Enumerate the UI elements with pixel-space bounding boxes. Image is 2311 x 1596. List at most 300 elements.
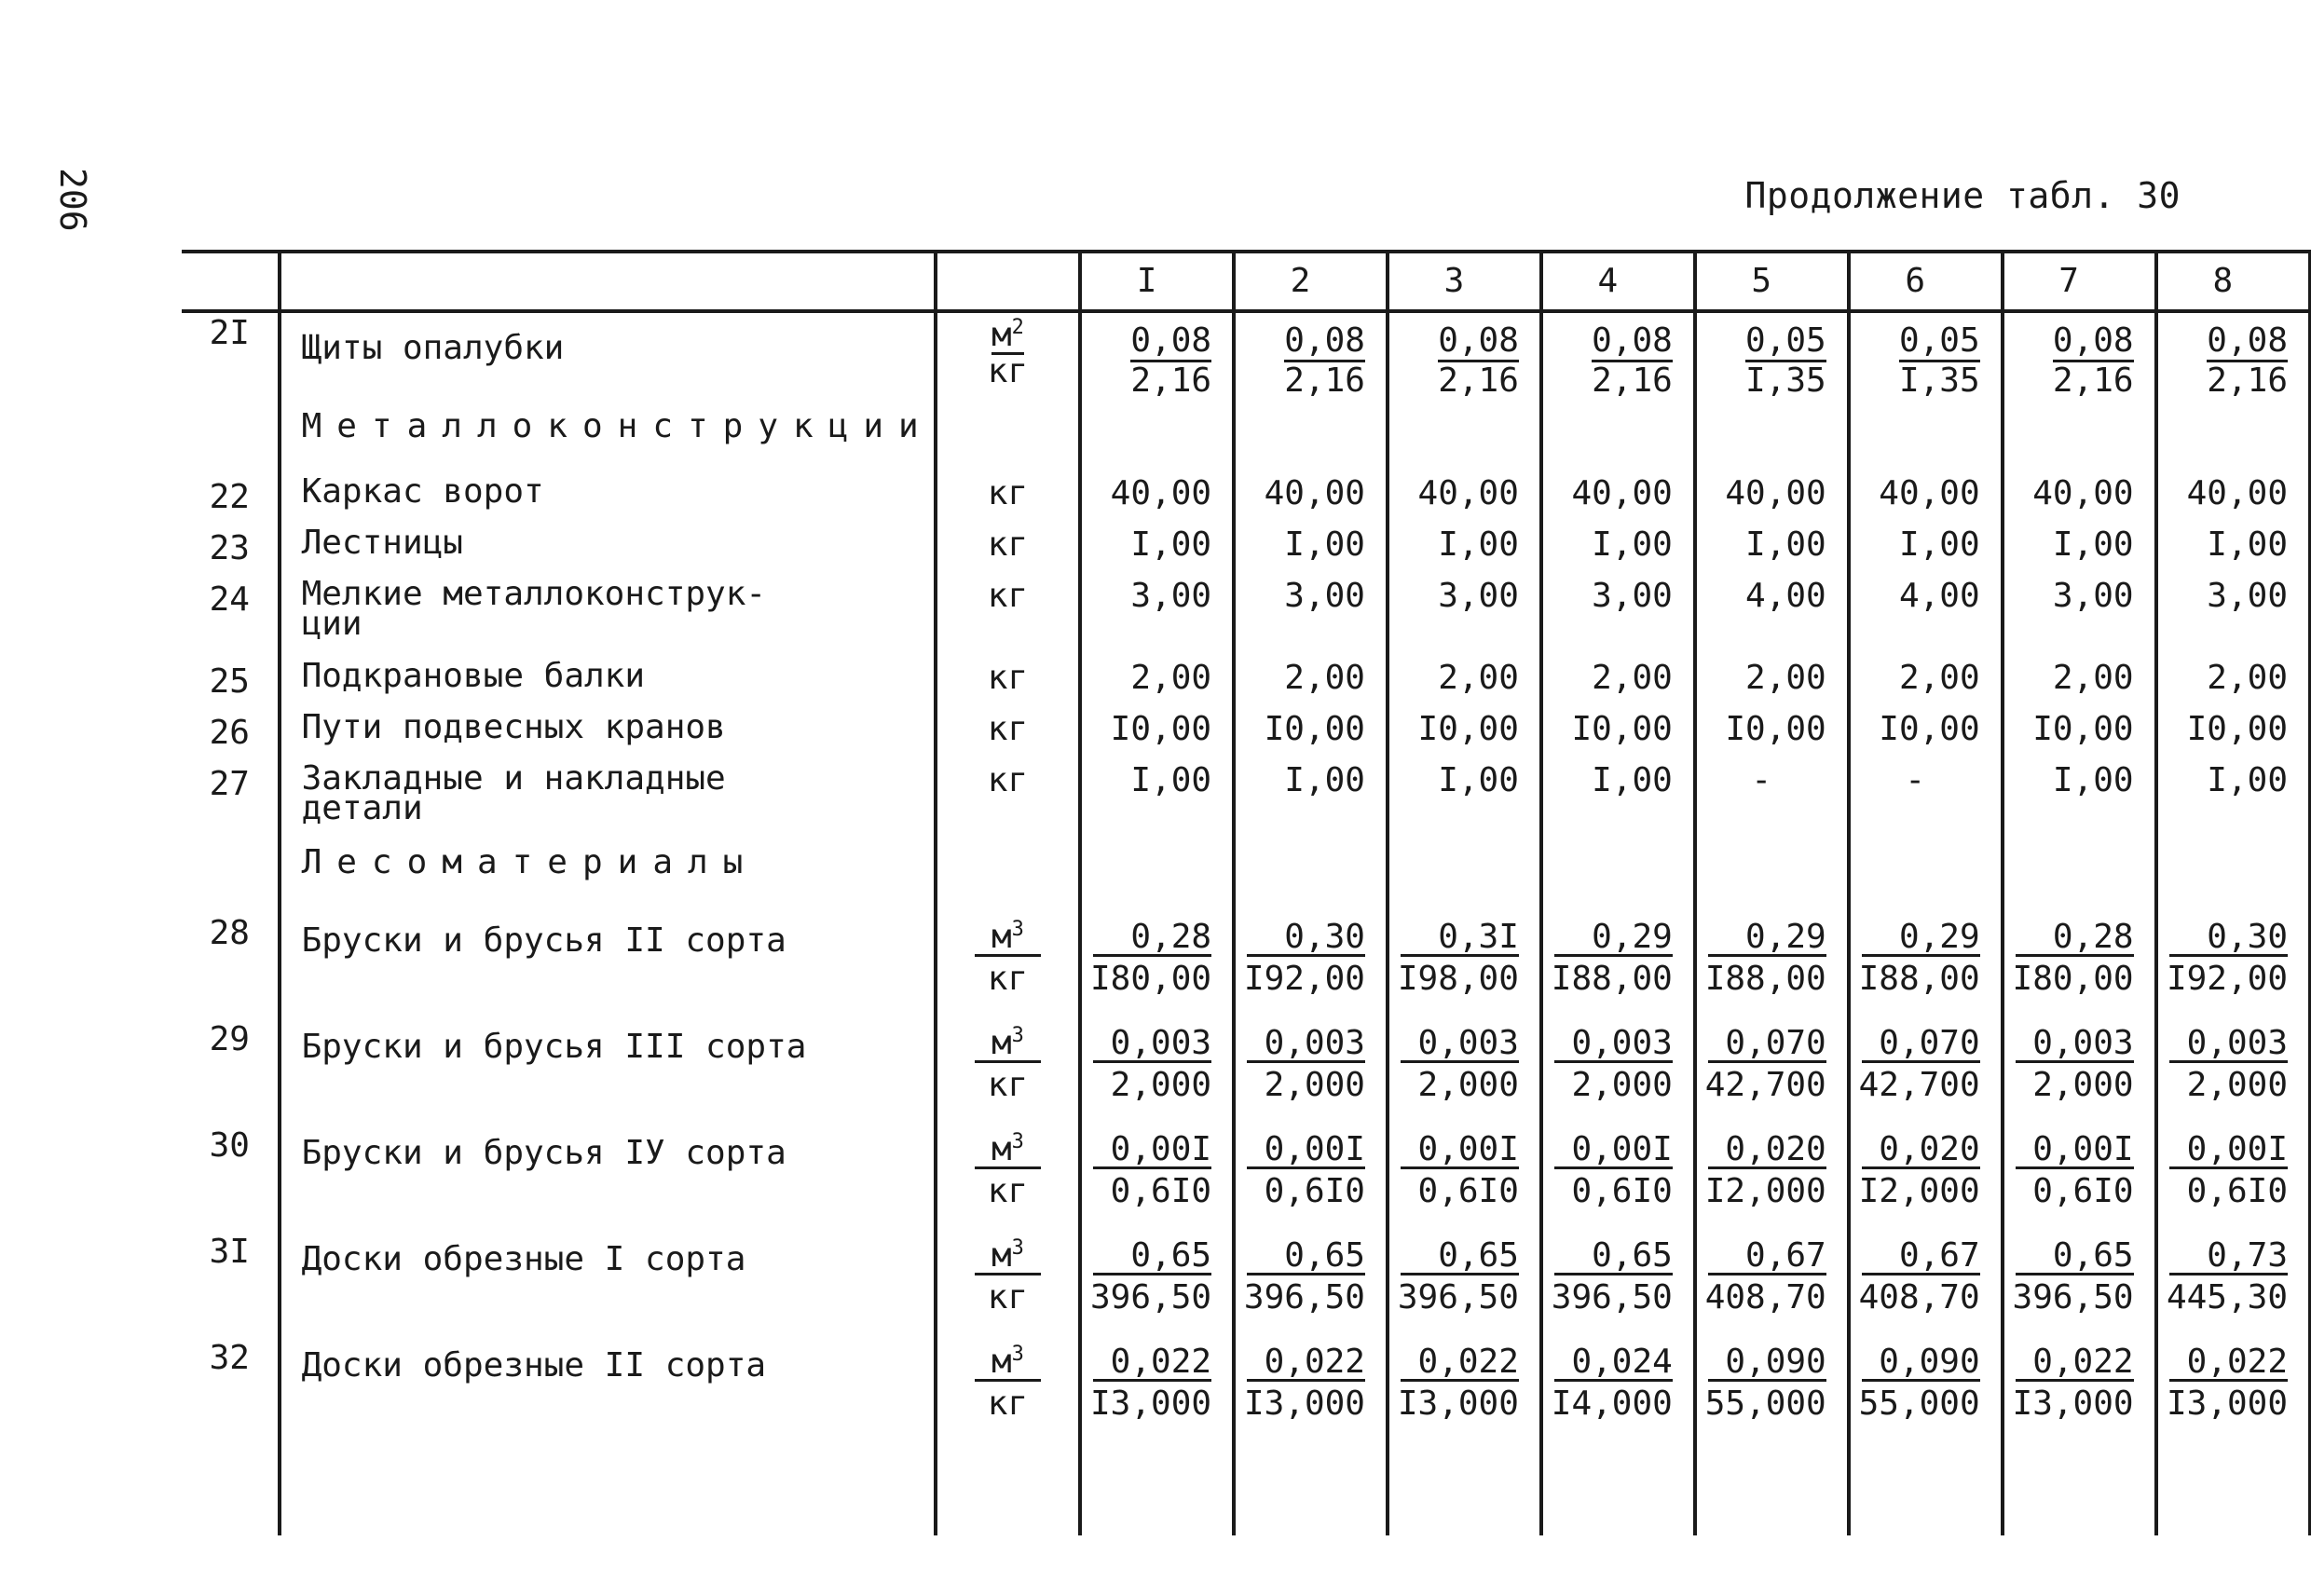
value-cell: [1388, 1444, 1541, 1535]
value-cell: [2003, 1232, 2156, 1338]
value-cell: I0,00: [2156, 713, 2310, 764]
value-cell: [2003, 311, 2156, 410]
value-cell: [1388, 410, 1541, 477]
value-cell: [2003, 1338, 2156, 1444]
unit-top: [975, 1338, 1041, 1382]
materials-table: [182, 250, 2311, 1535]
value-bottom: I3,000: [1397, 1385, 1519, 1423]
row-name: Мелкие металлоконструк- ции: [280, 580, 936, 662]
value-cell: [1388, 311, 1541, 410]
unit-symbol: $м^3$: [991, 1130, 1024, 1168]
value-cell: I,00: [2003, 528, 2156, 580]
value-bottom: 396,50: [2012, 1278, 2134, 1316]
value-pair: [1697, 913, 1826, 1002]
value-pair: [1082, 1338, 1211, 1426]
value-top: 0,090: [1862, 1338, 1980, 1382]
value-top: 0,65: [2016, 1232, 2134, 1275]
value-top: 0,003: [2169, 1019, 2288, 1063]
value-cell: [1388, 1338, 1541, 1444]
table-row: [182, 662, 2310, 713]
value-cell: [2003, 846, 2156, 913]
value-bottom: I80,00: [1090, 960, 1212, 998]
value-cell: I,00: [2003, 764, 2156, 846]
unit-bottom: кг: [987, 1172, 1029, 1210]
value-top: 0,08: [1592, 324, 1673, 362]
unit-symbol: $м^3$: [991, 918, 1024, 956]
value-cell: [1080, 846, 1234, 913]
value-bottom: I,35: [1898, 361, 1980, 400]
value-pair: [1236, 1232, 1365, 1320]
value-pair: [1697, 1125, 1826, 1214]
value-pair: [1851, 1232, 1980, 1320]
row-number: 29: [209, 1020, 250, 1058]
row-unit: [936, 1444, 1080, 1535]
value-pair: [2158, 1125, 2288, 1214]
table-tail-row: [182, 1444, 2310, 1535]
value-cell: [2003, 1444, 2156, 1535]
value-cell: [1541, 846, 1695, 913]
value-cell: [1849, 846, 2003, 913]
value-top: 0,020: [1862, 1125, 1980, 1169]
row-name: Закладные и накладные детали: [280, 764, 936, 846]
value-bottom: 0,6I0: [1417, 1172, 1519, 1210]
row-number: [182, 846, 280, 913]
row-name: [280, 843, 936, 913]
value-bottom: I2,000: [1858, 1172, 1980, 1210]
value-cell: [1234, 1338, 1388, 1444]
value-bottom: 55,000: [1704, 1385, 1826, 1423]
header-cell: 6: [1849, 252, 2003, 311]
row-unit: [936, 1232, 1080, 1338]
value-top: 0,003: [2016, 1019, 2134, 1063]
value-bottom: 2,16: [1592, 361, 1673, 400]
value-fraction: [1745, 321, 1826, 400]
header-cell: 5: [1695, 252, 1849, 311]
value-top: 0,022: [1401, 1338, 1519, 1382]
value-bottom: 0,6I0: [2186, 1172, 2288, 1210]
value-top: 0,00I: [1401, 1125, 1519, 1169]
unit-top: [975, 1232, 1041, 1275]
value-bottom: I3,000: [2166, 1385, 2288, 1423]
unit-pair: [937, 1232, 1078, 1320]
value-pair: [2004, 913, 2134, 1002]
value-pair: [2004, 1338, 2134, 1426]
value-cell: [1234, 410, 1388, 477]
row-unit: кг: [936, 764, 1080, 846]
value-cell: [1080, 1019, 1234, 1125]
value-top: 0,08: [1130, 324, 1211, 362]
value-top: 0,28: [1093, 913, 1211, 957]
value-pair: [1082, 1019, 1211, 1108]
value-top: 0,022: [2169, 1338, 2288, 1382]
value-pair: [1543, 913, 1673, 1002]
section-row: [182, 410, 2310, 477]
row-unit: [936, 1019, 1080, 1125]
value-cell: 3,00: [2003, 580, 2156, 662]
value-top: 0,024: [1554, 1338, 1673, 1382]
header-row: [182, 252, 2310, 311]
value-bottom: I88,00: [1551, 960, 1673, 998]
value-bottom: 0,6I0: [1110, 1172, 1212, 1210]
table-row: [182, 764, 2310, 846]
value-cell: 3,00: [1388, 580, 1541, 662]
unit-pair: [937, 1338, 1078, 1426]
value-bottom: 0,6I0: [2032, 1172, 2134, 1210]
value-cell: I,00: [1541, 528, 1695, 580]
value-cell: [1541, 1019, 1695, 1125]
value-cell: 40,00: [1541, 477, 1695, 528]
header-cell: 2: [1234, 252, 1388, 311]
row-number: 28: [209, 914, 250, 952]
value-cell: 4,00: [1695, 580, 1849, 662]
value-cell: 40,00: [2156, 477, 2310, 528]
row-name: Каркас ворот: [280, 477, 936, 528]
value-cell: [1234, 1019, 1388, 1125]
value-cell: [2156, 1019, 2310, 1125]
value-cell: [2156, 913, 2310, 1019]
value-fraction: [1130, 321, 1212, 400]
value-bottom: 2,000: [2186, 1066, 2288, 1104]
value-top: 0,08: [1438, 324, 1519, 362]
unit-symbol: $м^3$: [991, 1236, 1024, 1275]
value-cell: I,00: [1080, 764, 1234, 846]
row-unit: кг: [936, 528, 1080, 580]
value-cell: [2156, 1125, 2310, 1232]
value-bottom: 396,50: [1397, 1278, 1519, 1316]
value-pair: [1389, 1019, 1519, 1108]
value-bottom: I98,00: [1397, 960, 1519, 998]
value-cell: [2156, 846, 2310, 913]
value-cell: 2,00: [2156, 662, 2310, 713]
value-cell: [1541, 1232, 1695, 1338]
table-row: [182, 713, 2310, 764]
value-cell: [1849, 1019, 2003, 1125]
value-cell: [1234, 311, 1388, 410]
unit-symbol: $м^2$: [991, 316, 1024, 354]
table-row: [182, 1232, 2310, 1338]
value-pair: [1389, 1338, 1519, 1426]
value-pair: [1389, 913, 1519, 1002]
row-number: 27: [209, 765, 250, 803]
unit-bottom: кг: [987, 1278, 1029, 1316]
value-top: 0,65: [1554, 1232, 1673, 1275]
row-number: 3I: [209, 1233, 250, 1271]
value-top: 0,070: [1708, 1019, 1826, 1063]
value-fraction: [2052, 321, 2134, 400]
row-unit: [936, 311, 1080, 410]
table-row: [182, 580, 2310, 662]
value-pair: [1236, 1019, 1365, 1108]
value-cell: [1541, 311, 1695, 410]
value-pair: [1851, 1125, 1980, 1214]
row-name: Бруски и брусья IУ сорта: [280, 1125, 936, 1232]
value-cell: [1234, 1232, 1388, 1338]
unit-power: 3: [1011, 1130, 1024, 1153]
value-cell: [2156, 1444, 2310, 1535]
value-bottom: I80,00: [2012, 960, 2134, 998]
table-row: [182, 311, 2310, 410]
value-pair: [1851, 1338, 1980, 1426]
value-pair: [1851, 1019, 1980, 1108]
section-title: Лесоматериалы: [301, 843, 759, 881]
page-number: 206: [52, 168, 93, 232]
value-cell: I,00: [1388, 528, 1541, 580]
value-cell: 3,00: [1080, 580, 1234, 662]
value-cell: I,00: [2156, 764, 2310, 846]
value-cell: 2,00: [1388, 662, 1541, 713]
value-top: 0,29: [1708, 913, 1826, 957]
table-row: [182, 528, 2310, 580]
header-cell: 4: [1541, 252, 1695, 311]
value-cell: [1849, 1444, 2003, 1535]
value-pair: [1697, 1019, 1826, 1108]
row-number: 22: [209, 478, 250, 516]
value-cell: [1234, 1125, 1388, 1232]
value-top: 0,65: [1093, 1232, 1211, 1275]
value-fraction: [1592, 321, 1673, 400]
value-cell: [1695, 1019, 1849, 1125]
value-cell: I0,00: [1080, 713, 1234, 764]
row-name: [280, 407, 936, 477]
value-top: 0,67: [1708, 1232, 1826, 1275]
value-bottom: I88,00: [1704, 960, 1826, 998]
value-cell: I,00: [1541, 764, 1695, 846]
row-name: Бруски и брусья II сорта: [280, 913, 936, 1019]
value-top: 0,05: [1745, 324, 1826, 362]
value-bottom: 2,16: [1438, 361, 1519, 400]
value-top: 0,08: [2207, 324, 2288, 362]
value-bottom: I3,000: [1090, 1385, 1212, 1423]
value-cell: [1695, 311, 1849, 410]
row-unit: [936, 846, 1080, 913]
value-pair: [2158, 1232, 2288, 1320]
value-pair: [1543, 1125, 1673, 1214]
unit-symbol: $м^3$: [991, 1024, 1024, 1062]
value-cell: I0,00: [1849, 713, 2003, 764]
value-cell: [1234, 913, 1388, 1019]
value-cell: [1080, 311, 1234, 410]
value-bottom: I92,00: [1243, 960, 1365, 998]
value-cell: I,00: [1849, 528, 2003, 580]
value-cell: 2,00: [1695, 662, 1849, 713]
value-cell: 4,00: [1849, 580, 2003, 662]
value-cell: [1541, 410, 1695, 477]
value-cell: 40,00: [1695, 477, 1849, 528]
value-bottom: 445,30: [2166, 1278, 2288, 1316]
value-cell: I0,00: [2003, 713, 2156, 764]
value-cell: 3,00: [1541, 580, 1695, 662]
value-bottom: 55,000: [1858, 1385, 1980, 1423]
unit-pair: [937, 1019, 1078, 1108]
value-bottom: 42,700: [1704, 1066, 1826, 1104]
row-number: [182, 1444, 280, 1535]
unit-fraction: [987, 316, 1029, 390]
unit-top: [991, 316, 1024, 355]
value-bottom: I,35: [1745, 361, 1826, 400]
value-top: 0,05: [1899, 324, 1980, 362]
value-cell: [1695, 1232, 1849, 1338]
value-top: 0,29: [1554, 913, 1673, 957]
value-top: 0,73: [2169, 1232, 2288, 1275]
value-top: 0,65: [1401, 1232, 1519, 1275]
row-unit: [936, 913, 1080, 1019]
row-number: 32: [209, 1339, 250, 1377]
value-bottom: 2,16: [2052, 361, 2134, 400]
row-number: 26: [209, 714, 250, 752]
table-row: [182, 1338, 2310, 1444]
value-bottom: 42,700: [1858, 1066, 1980, 1104]
row-name: Подкрановые балки: [280, 662, 936, 713]
value-cell: -: [1695, 764, 1849, 846]
unit-pair: [937, 913, 1078, 1002]
row-number: 2I: [209, 314, 250, 352]
value-cell: 2,00: [1849, 662, 2003, 713]
value-cell: [1080, 1232, 1234, 1338]
value-top: 0,003: [1554, 1019, 1673, 1063]
value-cell: 2,00: [1541, 662, 1695, 713]
table-row: [182, 1125, 2310, 1232]
value-cell: [2156, 1232, 2310, 1338]
table-row: [182, 477, 2310, 528]
value-cell: [1080, 410, 1234, 477]
value-bottom: 2,000: [1264, 1066, 1365, 1104]
value-cell: [1388, 913, 1541, 1019]
value-top: 0,00I: [2016, 1125, 2134, 1169]
value-top: 0,070: [1862, 1019, 1980, 1063]
value-pair: [1082, 1125, 1211, 1214]
value-bottom: 396,50: [1090, 1278, 1212, 1316]
value-cell: [2003, 1125, 2156, 1232]
unit-power: 3: [1011, 1024, 1024, 1047]
value-cell: I,00: [1080, 528, 1234, 580]
unit-pair: [937, 1125, 1078, 1214]
value-cell: [1849, 913, 2003, 1019]
value-top: 0,090: [1708, 1338, 1826, 1382]
unit-power: 2: [1011, 316, 1024, 339]
unit-power: 3: [1011, 918, 1024, 941]
row-name: Доски обрезные I сорта: [280, 1232, 936, 1338]
value-cell: [2156, 1338, 2310, 1444]
value-bottom: 408,70: [1858, 1278, 1980, 1316]
value-pair: [1543, 1019, 1673, 1108]
value-top: 0,3I: [1401, 913, 1519, 957]
value-top: 0,67: [1862, 1232, 1980, 1275]
value-cell: 3,00: [1234, 580, 1388, 662]
value-bottom: I92,00: [2166, 960, 2288, 998]
header-cell: 8: [2156, 252, 2310, 311]
value-cell: [1695, 913, 1849, 1019]
value-bottom: 2,000: [1417, 1066, 1519, 1104]
value-cell: 40,00: [1080, 477, 1234, 528]
value-top: 0,00I: [1554, 1125, 1673, 1169]
value-pair: [1543, 1338, 1673, 1426]
value-cell: [1695, 1338, 1849, 1444]
value-pair: [2158, 1019, 2288, 1108]
value-top: 0,29: [1862, 913, 1980, 957]
value-pair: [2158, 913, 2288, 1002]
value-cell: [1388, 1232, 1541, 1338]
unit-power: 3: [1011, 1236, 1024, 1260]
value-cell: 2,00: [1234, 662, 1388, 713]
value-bottom: I2,000: [1704, 1172, 1826, 1210]
value-fraction: [1898, 321, 1980, 400]
header-cell: 7: [2003, 252, 2156, 311]
value-bottom: 396,50: [1243, 1278, 1365, 1316]
value-pair: [1543, 1232, 1673, 1320]
value-cell: [1388, 1019, 1541, 1125]
value-bottom: 2,000: [2032, 1066, 2134, 1104]
value-cell: [1849, 311, 2003, 410]
value-top: 0,003: [1401, 1019, 1519, 1063]
row-name: Лестницы: [280, 528, 936, 580]
value-pair: [1697, 1338, 1826, 1426]
value-top: 0,003: [1247, 1019, 1365, 1063]
value-cell: [1388, 846, 1541, 913]
unit-top: [975, 913, 1041, 957]
value-cell: [1541, 1338, 1695, 1444]
value-top: 0,00I: [1093, 1125, 1211, 1169]
value-cell: 40,00: [1849, 477, 2003, 528]
value-bottom: 396,50: [1551, 1278, 1673, 1316]
header-cell: [936, 252, 1080, 311]
value-bottom: I4,000: [1551, 1385, 1673, 1423]
table-row: [182, 1019, 2310, 1125]
row-unit: [936, 1125, 1080, 1232]
value-cell: [1695, 1125, 1849, 1232]
value-fraction: [1284, 321, 1365, 400]
header-cell: [280, 252, 936, 311]
value-pair: [1851, 913, 1980, 1002]
value-cell: [2003, 410, 2156, 477]
unit-bottom: кг: [987, 960, 1029, 998]
row-unit: кг: [936, 477, 1080, 528]
value-top: 0,28: [2016, 913, 2134, 957]
value-pair: [1697, 1232, 1826, 1320]
row-unit: [936, 1338, 1080, 1444]
value-bottom: I88,00: [1858, 960, 1980, 998]
value-pair: [2004, 1125, 2134, 1214]
value-cell: I,00: [2156, 528, 2310, 580]
value-top: 0,30: [2169, 913, 2288, 957]
row-name: Доски обрезные II сорта: [280, 1338, 936, 1444]
unit-top: [975, 1125, 1041, 1169]
value-cell: [1234, 1444, 1388, 1535]
value-top: 0,08: [2053, 324, 2134, 362]
value-cell: [1849, 1232, 2003, 1338]
value-pair: [1082, 913, 1211, 1002]
value-cell: I0,00: [1695, 713, 1849, 764]
header-cell: 3: [1388, 252, 1541, 311]
value-cell: [1695, 1444, 1849, 1535]
unit-bottom: кг: [987, 1066, 1029, 1104]
value-cell: 40,00: [2003, 477, 2156, 528]
value-top: 0,020: [1708, 1125, 1826, 1169]
row-name: Щиты опалубки: [280, 311, 936, 410]
value-pair: [1236, 1125, 1365, 1214]
value-cell: [1080, 1125, 1234, 1232]
value-cell: 2,00: [1080, 662, 1234, 713]
value-pair: [2158, 1338, 2288, 1426]
value-top: 0,30: [1247, 913, 1365, 957]
row-name: [280, 1444, 936, 1535]
value-bottom: 0,6I0: [1264, 1172, 1365, 1210]
table-continuation-caption: Продолжение табл. 30: [1744, 175, 2181, 216]
value-cell: [1388, 1125, 1541, 1232]
value-pair: [1236, 1338, 1365, 1426]
value-fraction: [1438, 321, 1519, 400]
value-cell: [1849, 1125, 2003, 1232]
value-pair: [1082, 1232, 1211, 1320]
